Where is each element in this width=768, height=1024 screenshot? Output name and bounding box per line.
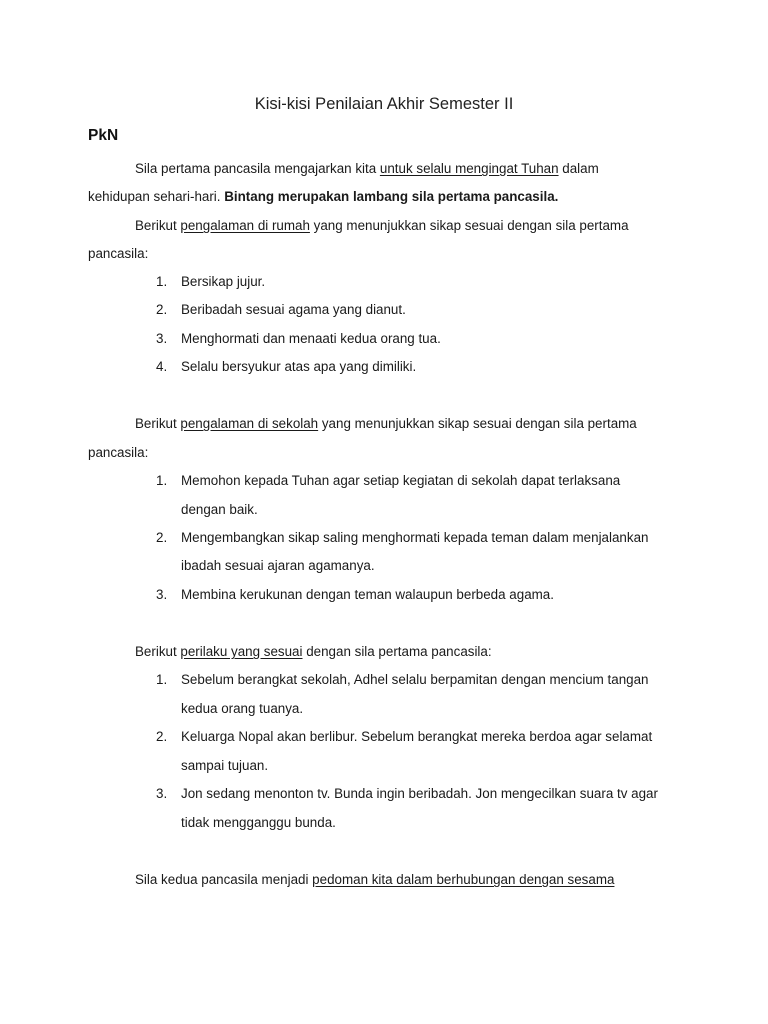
para3-text: Berikut [135, 416, 181, 431]
list-number: 1. [156, 473, 168, 488]
list-item: Memohon kepada Tuhan agar setiap kegiatan di sekolah dapat terlaksana [181, 473, 621, 488]
list-item: Membina kerukunan dengan teman walaupun berbeda agama. [181, 587, 554, 602]
para2-text-end: yang menunjukkan sikap sesuai dengan sila pertama [309, 218, 629, 233]
para4-text-end: dengan sila pertama pancasila: [302, 644, 492, 659]
list-item: Bersikap jujur. [181, 274, 266, 289]
list-number: 3. [156, 587, 168, 602]
list-number: 1. [156, 672, 168, 687]
list-number: 2. [156, 729, 168, 744]
para1-text-end: dalam [558, 161, 599, 176]
para1-text-cont: kehidupan sehari-hari. [88, 189, 225, 204]
para3-line2: pancasila: [88, 445, 149, 460]
list-item: Mengembangkan sikap saling menghormati kepada teman dalam menjalankan [181, 530, 649, 545]
list-number: 2. [156, 302, 168, 317]
para3-line1 [135, 415, 637, 433]
list-number: 1. [156, 274, 168, 289]
para5-text: Sila kedua pancasila menjadi [135, 872, 313, 887]
para2-line1 [135, 217, 629, 235]
list-item: Beribadah sesuai agama yang dianut. [181, 302, 406, 317]
subject-heading: PkN [88, 127, 119, 144]
para4-text: Berikut [135, 644, 181, 659]
list-item: Jon sedang menonton tv. Bunda ingin beribadah. Jon mengecilkan suara tv agar [181, 786, 658, 801]
list-item-continuation: dengan baik. [181, 502, 258, 517]
list-item-continuation: ibadah sesuai ajaran agamanya. [181, 558, 375, 573]
para2-text: Berikut [135, 218, 181, 233]
list-item: Menghormati dan menaati kedua orang tua. [181, 331, 441, 346]
list-item-continuation: kedua orang tuanya. [181, 701, 304, 716]
para1-line2 [88, 188, 558, 206]
para3-text-end: yang menunjukkan sikap sesuai dengan sila pertama [318, 416, 637, 431]
para1-bold-text: Bintang merupakan lambang sila pertama pancasila. [224, 189, 559, 204]
list-item: Selalu bersyukur atas apa yang dimiliki. [181, 359, 417, 374]
list-item: Sebelum berangkat sekolah, Adhel selalu berpamitan dengan mencium tangan [181, 672, 649, 687]
list-number: 4. [156, 359, 168, 374]
para5-underlined-text: pedoman kita dalam berhubungan dengan sesama [312, 872, 615, 887]
list-number: 3. [156, 331, 168, 346]
para4-line1 [135, 643, 492, 661]
para2-underlined-text: pengalaman di rumah [180, 218, 310, 233]
para1-underlined-text: untuk selalu mengingat Tuhan [379, 161, 559, 176]
para4-underlined-text: perilaku yang sesuai [180, 644, 303, 659]
document-title: Kisi-kisi Penilaian Akhir Semester II [254, 95, 514, 113]
para3-underlined-text: pengalaman di sekolah [180, 416, 319, 431]
list-number: 3. [156, 786, 168, 801]
para2-line2: pancasila: [88, 246, 149, 261]
list-item-continuation: sampai tujuan. [181, 758, 269, 773]
para1-text: Sila pertama pancasila mengajarkan kita [135, 161, 380, 176]
list-item: Keluarga Nopal akan berlibur. Sebelum berangkat mereka berdoa agar selamat [181, 729, 653, 744]
list-item-continuation: tidak mengganggu bunda. [181, 815, 336, 830]
para1-line1 [135, 160, 599, 178]
list-number: 2. [156, 530, 168, 545]
para5-line1 [135, 871, 614, 889]
